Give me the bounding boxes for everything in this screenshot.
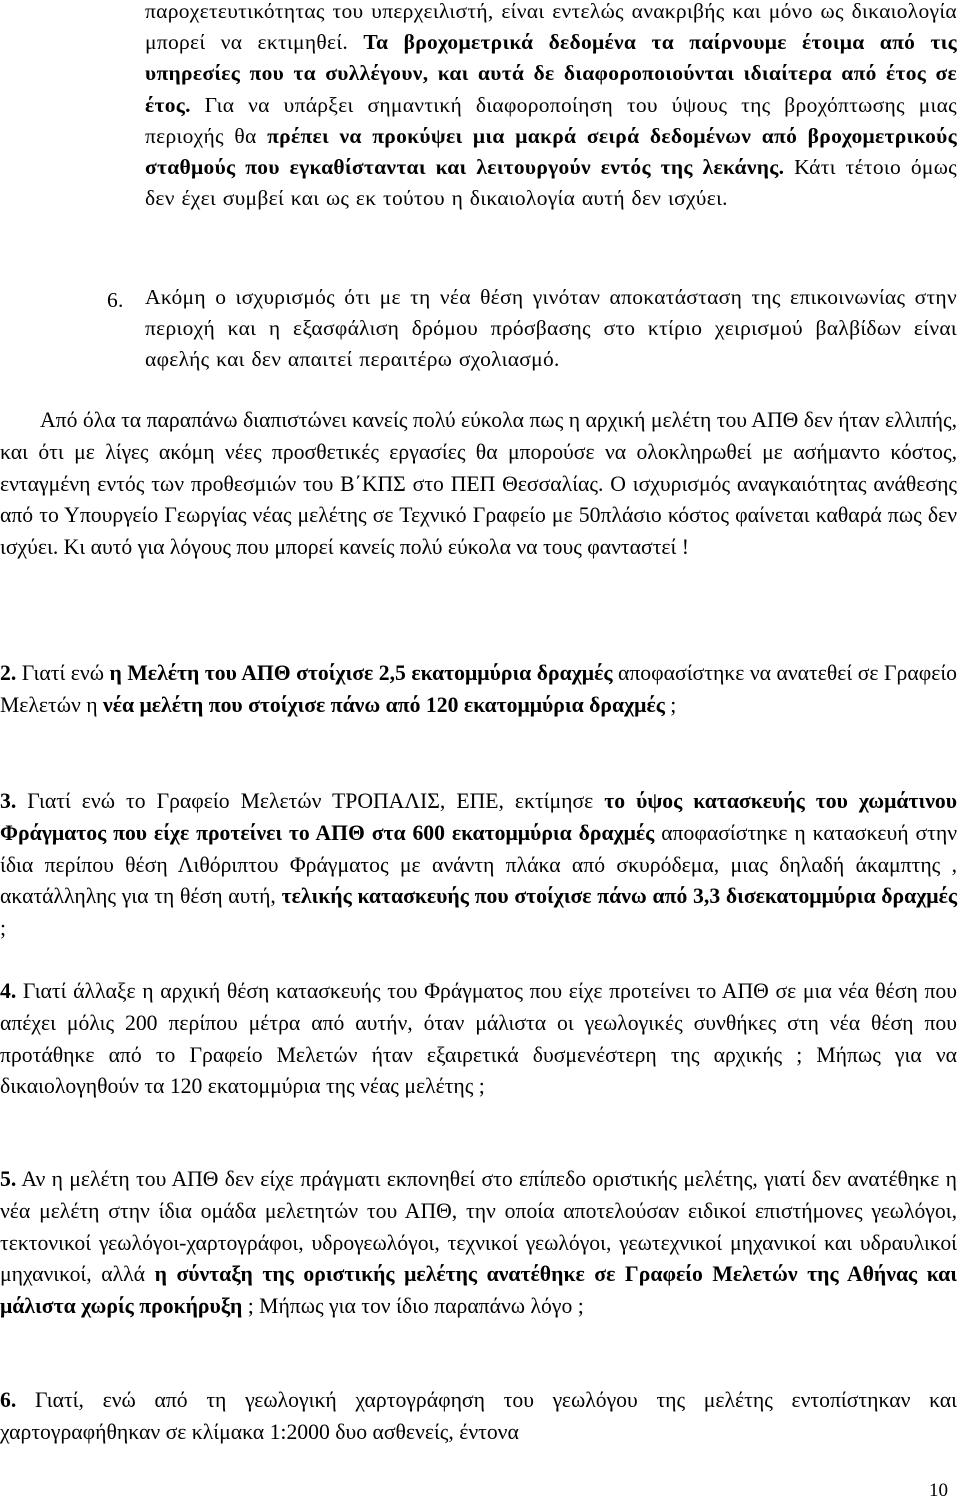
question-6-body: Γιατί, ενώ από τη γεωλογική χαρτογράφηση του γεωλόγου της μελέτης εντοπίστηκαν και χαρτογραφήθηκαν σε κλίμακα 1:2000 δυο ασθενείς, έντονα xyxy=(0,1388,958,1444)
question-3-t1: Γιατί ενώ το Γραφείο Μελετών ΤΡΟΠΑΛΙΣ, ΕΠΕ, εκτίμησε xyxy=(27,789,594,813)
question-3-b2: τελικής κατασκευής που στοίχισε πάνω από 3,3 δισεκατομμύρια δραχμές xyxy=(281,884,957,909)
item6-text: Ακόμη ο ισχυρισμός ότι με τη νέα θέση γινόταν αποκατάσταση της επικοινωνίας στην περιοχή και η εξασφάλιση δρόμου πρόσβασης στο κτίριο χειρισμού βαλβίδων είναι αφελής και δεν απαιτεί περαιτέρω σχολιασμό. xyxy=(145,285,957,372)
question-2-t3: ; xyxy=(670,692,677,717)
question-5-text xyxy=(0,1164,957,1323)
question-3-t3: ; xyxy=(0,916,7,941)
question-3-text xyxy=(0,786,957,945)
question-5-b1: η σύνταξη της οριστικής μελέτης ανατέθηκε σε Γραφείο Μελετών της Αθήνας και μάλιστα χωρίς προκήρυξη xyxy=(0,1262,957,1319)
question-2-b2: νέα μελέτη που στοίχισε πάνω από 120 εκατομμύρια δραχμές xyxy=(103,692,665,717)
item5-bold-sentence-4: πρέπει να προκύψει μια μακρά σειρά δεδομένων από βροχομετρικούς σταθμούς που εγκαθίστανται και λειτουργούν εντός της λεκάνης. xyxy=(145,123,957,180)
item5-sentence-1: παροχετευτικότητας του υπερχειλιστή, είναι εντελώς ανακριβής και μόνο ως δικαιολογία μπορεί να εκτιμηθεί. xyxy=(145,0,957,55)
item5-continuation xyxy=(145,0,957,214)
question-4-text xyxy=(0,976,957,1103)
question-5 xyxy=(0,1164,957,1323)
question-6-number: 6. xyxy=(0,1388,17,1412)
question-2-t2: αποφασίστηκε να ανατεθεί σε Γραφείο Μελετών η xyxy=(0,661,958,717)
item5-bold-sentence-2: Τα βροχομετρικά δεδομένα τα παίρνουμε έτοιμα από τις υπηρεσίες που τα συλλέγουν, και αυτά δε διαφοροποιούνται ιδιαίτερα από έτος σε έτος. xyxy=(145,30,957,117)
item5-sentence-3: Για να υπάρξει σημαντική διαφοροποίηση του ύψους της βροχόπτωσης μιας περιοχής θα xyxy=(145,92,957,148)
conclusion-text: Από όλα τα παραπάνω διαπιστώνει κανείς πολύ εύκολα πως η αρχική μελέτη του ΑΠΘ δεν ήταν ελλιπής, και ότι με λίγες ακόμη νέες προσθετικές εργασίες θα μπορούσε να ολοκληρωθεί με ασήμαντο κόστος, ενταγμένη εντός των προθεσμιών του Β΄ΚΠΣ στο ΠΕΠ Θεσσαλίας. Ο ισχυρισμός αναγκαιότητας ανάθεσης από το Υπουργείο Γεωργίας νέας μελέτης σε Τεχνικό Γραφείο με 50πλάσιο κόστος φαίνεται καθαρά πως δεν ισχύει. Κι αυτό για λόγους που μπορεί κανείς πολύ εύκολα να τους φανταστεί ! xyxy=(0,408,957,560)
item5-sentence-5: Κάτι τέτοιο όμως δεν έχει συμβεί και ως εκ τούτου η δικαιολογία αυτή δεν ισχύει. xyxy=(145,155,957,211)
question-6-text xyxy=(0,1385,957,1449)
question-5-number: 5. xyxy=(0,1167,17,1191)
question-6 xyxy=(0,1385,957,1449)
question-3-t2: αποφασίστηκε η κατασκευή στην ίδια περίπου θέση Λιθόριπτου Φράγματος με ανάντη πλάκα από σκυρόδεμα, μιας δηλαδή άκαμπτης , ακατάλληλης για τη θέση αυτή, xyxy=(0,820,957,909)
question-5-t1: Αν η μελέτη του ΑΠΘ δεν είχε πράγματι εκπονηθεί στο επίπεδο οριστικής μελέτης, γιατί δεν ανατέθηκε η νέα μελέτη στην ίδια ομάδα μελετητών του ΑΠΘ, την οποία αποτελούσαν ειδικοί επιστήμονες γεωλόγοι, τεκτονικοί γεωλόγοι-χαρτογράφοι, υδρογεωλόγοι, τεχνικοί γεωλόγοι, γεωτεχνικοί μηχανικοί και υδραυλικοί μηχανικοί, αλλά xyxy=(0,1167,957,1287)
question-3 xyxy=(0,786,957,945)
question-4 xyxy=(0,976,957,1103)
item6-number: 6. xyxy=(107,288,124,312)
question-2-number: 2. xyxy=(0,661,17,685)
question-5-t2: ; Μήπως για τον ίδιο παραπάνω λόγο ; xyxy=(247,1294,584,1319)
question-2 xyxy=(0,658,957,722)
page-number: 10 xyxy=(929,1480,948,1501)
question-4-body: Γιατί άλλαξε η αρχική θέση κατασκευής του Φράγματος που είχε προτείνει το ΑΠΘ σε μια νέα θέση που απέχει μόλις 200 περίπου μέτρα από αυτήν, όταν μάλιστα οι γεωλογικές συνθήκες στη νέα θέση που προτάθηκε από το Γραφείο Μελετών ήταν εξαιρετικά δυσμενέστερη της αρχικής ; Μήπως για να δικαιολογηθούν τα 120 εκατομμύρια της νέας μελέτης ; xyxy=(0,979,958,1099)
item6-indented xyxy=(107,282,957,376)
question-3-b1: το ύψος κατασκευής του χωμάτινου Φράγματος που είχε προτείνει το ΑΠΘ στα 600 εκατομμύρια δραχμές xyxy=(0,789,958,845)
question-4-number: 4. xyxy=(0,979,17,1003)
question-2-text xyxy=(0,658,957,722)
question-2-b1: η Μελέτη του ΑΠΘ στοίχισε 2,5 εκατομμύρια δραχμές xyxy=(109,661,613,685)
question-3-number: 3. xyxy=(0,789,17,813)
question-2-t1: Γιατί ενώ xyxy=(21,661,104,685)
item6-body xyxy=(107,285,957,372)
conclusion-paragraph xyxy=(0,405,957,564)
